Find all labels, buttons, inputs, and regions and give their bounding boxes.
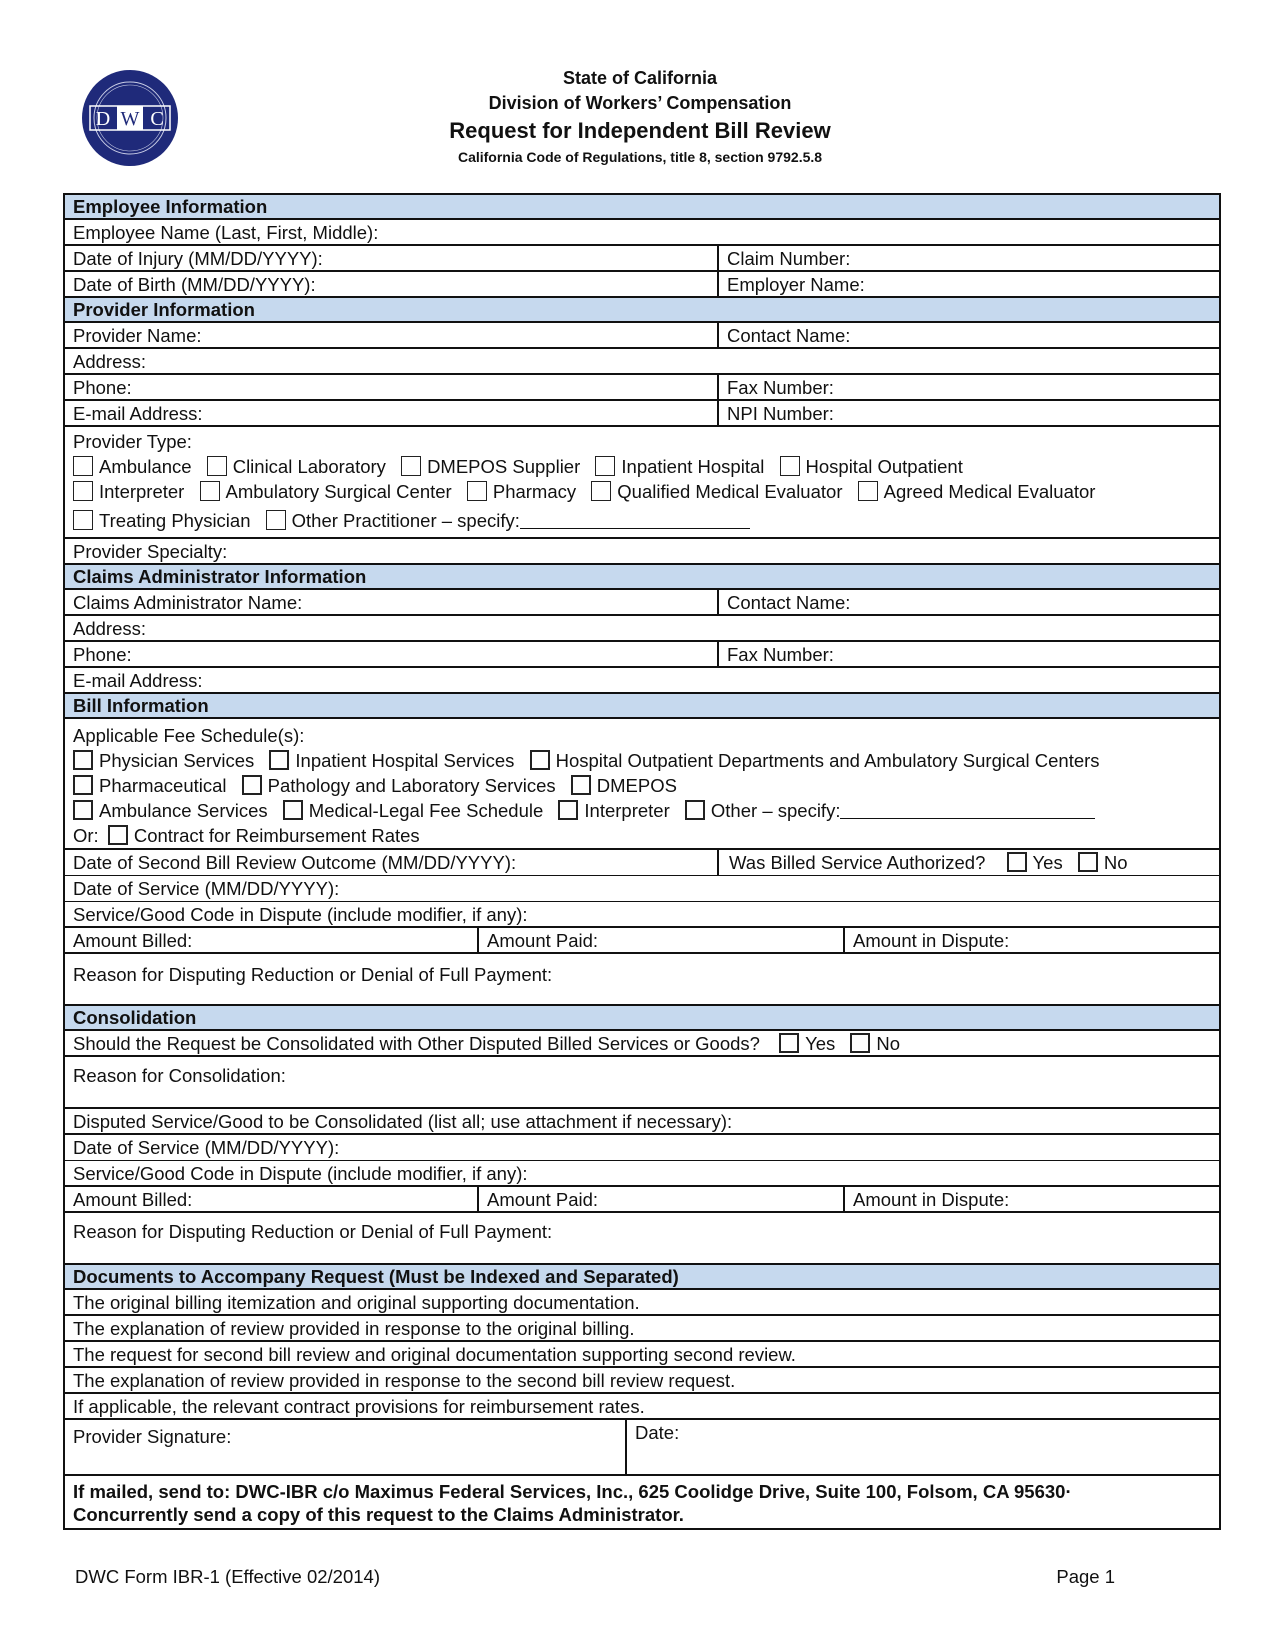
fee-other-specify-input[interactable]	[840, 818, 1095, 819]
provider-signature-field[interactable]: Provider Signature:	[73, 1426, 232, 1447]
checkbox[interactable]	[73, 800, 93, 820]
npi-number-field[interactable]: NPI Number:	[717, 401, 1219, 425]
document-item	[65, 1290, 1219, 1316]
document-item-text: The original billing itemization and original supporting documentation.	[73, 1292, 640, 1313]
svg-text:C: C	[150, 108, 164, 130]
employer-name-field[interactable]: Employer Name:	[717, 272, 1219, 296]
fee-pharmaceutical[interactable]	[73, 775, 227, 796]
checkbox[interactable]	[779, 1033, 799, 1053]
consolidate-yes[interactable]	[779, 1033, 835, 1054]
consolidation-amount-dispute-field[interactable]: Amount in Dispute:	[843, 1187, 1219, 1211]
fee-schedule-group	[65, 719, 1219, 848]
option-label: Contract for Reimbursement Rates	[133, 825, 420, 846]
option-label: DMEPOS	[596, 775, 677, 796]
checkbox[interactable]	[685, 800, 705, 820]
authorized-question: Was Billed Service Authorized?	[729, 852, 986, 873]
employee-name-field[interactable]: Employee Name (Last, First, Middle):	[73, 222, 379, 243]
provider-type-ambulance[interactable]	[73, 456, 192, 477]
claim-number-field[interactable]: Claim Number:	[717, 246, 1219, 270]
second-review-row	[65, 850, 1219, 876]
provider-type-hospital-outpatient[interactable]	[780, 456, 963, 477]
bill-amount-billed-field[interactable]: Amount Billed:	[73, 930, 193, 951]
consolidation-question: Should the Request be Consolidated with Other Disputed Billed Services or Goods?	[73, 1033, 760, 1054]
claims-admin-name-field[interactable]: Claims Administrator Name:	[73, 592, 303, 613]
consolidation-code-row	[65, 1161, 1219, 1187]
page-number: Page 1	[1056, 1566, 1115, 1587]
provider-phone-row	[65, 375, 1219, 401]
option-label: Clinical Laboratory	[232, 456, 386, 477]
checkbox[interactable]	[558, 800, 578, 820]
checkbox[interactable]	[530, 750, 550, 770]
checkbox[interactable]	[108, 825, 128, 845]
fee-schedule-label: Applicable Fee Schedule(s):	[73, 725, 305, 746]
consolidation-question-row	[65, 1031, 1219, 1057]
claims-admin-address-field[interactable]: Address:	[73, 618, 147, 639]
provider-email-field[interactable]: E-mail Address:	[73, 403, 203, 424]
option-label: Agreed Medical Evaluator	[883, 481, 1096, 502]
consolidation-question-group	[65, 1031, 1219, 1055]
document-item-text: The request for second bill review and original documentation supporting second review.	[73, 1344, 796, 1365]
fee-dmepos[interactable]	[571, 775, 677, 796]
date-of-injury-field[interactable]: Date of Injury (MM/DD/YYYY):	[73, 248, 323, 269]
provider-specialty-row	[65, 539, 1219, 565]
option-label: Yes	[1032, 852, 1063, 873]
provider-type-label: Provider Type:	[73, 431, 192, 452]
date-of-birth-field[interactable]: Date of Birth (MM/DD/YYYY):	[73, 274, 316, 295]
checkbox[interactable]	[242, 775, 262, 795]
option-label: Ambulatory Surgical Center	[225, 481, 452, 502]
provider-type-inpatient-hospital[interactable]	[595, 456, 764, 477]
or-label: Or:	[73, 825, 99, 846]
division-name: Division of Workers’ Compensation	[488, 93, 792, 113]
second-review-date-field[interactable]: Date of Second Bill Review Outcome (MM/DD/YYYY):	[73, 852, 517, 873]
claims-admin-phone-row	[65, 642, 1219, 668]
option-label: Hospital Outpatient Departments and Ambulatory Surgical Centers	[555, 750, 1100, 771]
option-label: DMEPOS Supplier	[427, 456, 581, 477]
option-label: Hospital Outpatient	[805, 456, 963, 477]
bill-reason-row	[65, 954, 1219, 1006]
authorized-no[interactable]	[1078, 852, 1128, 873]
provider-type-ambulatory-surgical-center[interactable]	[200, 481, 452, 502]
provider-fax-field[interactable]: Fax Number:	[717, 375, 1219, 399]
checkbox[interactable]	[73, 456, 93, 476]
bill-service-code-field[interactable]: Service/Good Code in Dispute (include modifier, if any):	[73, 904, 528, 925]
form-id: DWC Form IBR-1 (Effective 02/2014)	[75, 1566, 380, 1587]
provider-type-qme[interactable]	[591, 481, 842, 502]
provider-type-interpreter[interactable]	[73, 481, 184, 502]
checkbox[interactable]	[1078, 852, 1098, 872]
fee-hospital-outpatient-asc[interactable]	[530, 750, 1100, 771]
fee-other[interactable]	[685, 800, 1096, 821]
option-label: Treating Physician	[99, 510, 251, 531]
document-item	[65, 1368, 1219, 1394]
checkbox[interactable]	[73, 750, 93, 770]
form-title: Request for Independent Bill Review	[449, 118, 831, 143]
svg-text:W: W	[120, 108, 140, 130]
bill-amount-paid-field[interactable]: Amount Paid:	[477, 928, 843, 952]
checkbox[interactable]	[283, 800, 303, 820]
consolidated-items-field[interactable]: Disputed Service/Good to be Consolidated (list all; use attachment if necessary):	[73, 1111, 733, 1132]
bill-dos-row	[65, 876, 1219, 902]
option-label: Medical-Legal Fee Schedule	[308, 800, 544, 821]
option-label: No	[1103, 852, 1128, 873]
provider-type-other[interactable]	[266, 510, 750, 531]
state-name: State of California	[562, 68, 718, 88]
checkbox[interactable]	[269, 750, 289, 770]
provider-type-ame[interactable]	[858, 481, 1096, 502]
option-label: Inpatient Hospital	[621, 456, 765, 477]
other-practitioner-specify-input[interactable]	[520, 528, 750, 529]
bill-amount-dispute-field[interactable]: Amount in Dispute:	[843, 928, 1219, 952]
fee-ambulance-services[interactable]	[73, 800, 268, 821]
provider-contact-name-field[interactable]: Contact Name:	[717, 323, 1219, 347]
mailing-instructions-row	[65, 1476, 1219, 1528]
option-label: Yes	[805, 1033, 836, 1054]
birth-employer-row	[65, 272, 1219, 298]
option-label: Pharmaceutical	[99, 775, 227, 796]
fee-inpatient-hospital[interactable]	[269, 750, 514, 771]
claims-admin-email-row	[65, 668, 1219, 694]
checkbox[interactable]	[401, 456, 421, 476]
fee-schedule-row	[65, 719, 1219, 850]
provider-name-row	[65, 323, 1219, 349]
consolidation-reason-dispute-field[interactable]: Reason for Disputing Reduction or Denial of Full Payment:	[73, 1221, 553, 1242]
checkbox[interactable]	[73, 510, 93, 530]
regulation-citation: California Code of Regulations, title 8, section 9792.5.8	[457, 149, 823, 165]
option-label: No	[876, 1033, 901, 1054]
checkbox[interactable]	[73, 775, 93, 795]
claims-admin-fax-field[interactable]: Fax Number:	[717, 642, 1219, 666]
provider-address-field[interactable]: Address:	[73, 351, 147, 372]
provider-name-field[interactable]: Provider Name:	[73, 325, 202, 346]
option-label: Qualified Medical Evaluator	[617, 481, 843, 502]
page-footer	[75, 1566, 1115, 1588]
option-label: Pathology and Laboratory Services	[267, 775, 556, 796]
checkbox[interactable]	[571, 775, 591, 795]
signature-row	[65, 1420, 1219, 1476]
claims-admin-contact-field[interactable]: Contact Name:	[717, 590, 1219, 614]
fee-medical-legal[interactable]	[283, 800, 543, 821]
section-documents: Documents to Accompany Request (Must be Indexed and Separated)	[65, 1265, 1219, 1290]
bill-reason-field[interactable]: Reason for Disputing Reduction or Denial of Full Payment:	[73, 964, 553, 985]
injury-claim-row	[65, 246, 1219, 272]
authorized-yes[interactable]	[1007, 852, 1063, 873]
signature-date-field[interactable]: Date:	[625, 1420, 1219, 1474]
consolidation-date-of-service-field[interactable]: Date of Service (MM/DD/YYYY):	[73, 1137, 340, 1158]
ibr-form	[63, 193, 1221, 1530]
consolidation-amount-billed-field[interactable]: Amount Billed:	[73, 1189, 193, 1210]
consolidation-reason-row	[65, 1057, 1219, 1109]
document-item	[65, 1316, 1219, 1342]
provider-type-group	[65, 427, 1219, 537]
section-consolidation: Consolidation	[65, 1006, 1219, 1031]
document-item-text: If applicable, the relevant contract provisions for reimbursement rates.	[73, 1396, 645, 1417]
checkbox[interactable]	[591, 481, 611, 501]
option-label: Inpatient Hospital Services	[295, 750, 515, 771]
checkbox[interactable]	[780, 456, 800, 476]
checkbox[interactable]	[467, 481, 487, 501]
bill-amounts-row	[65, 928, 1219, 954]
claims-admin-name-row	[65, 590, 1219, 616]
option-label: Other Practitioner – specify:	[291, 510, 520, 531]
option-label: Ambulance	[99, 456, 192, 477]
provider-phone-field[interactable]: Phone:	[73, 377, 132, 398]
consolidated-items-row	[65, 1109, 1219, 1135]
consolidation-dos-row	[65, 1135, 1219, 1161]
mailing-instructions	[65, 1476, 1080, 1528]
fee-contract-reimbursement[interactable]	[104, 825, 420, 846]
checkbox[interactable]	[207, 456, 227, 476]
document-item-text: The explanation of review provided in response to the second bill review request.	[73, 1370, 736, 1391]
document-item-text: The explanation of review provided in response to the original billing.	[73, 1318, 635, 1339]
document-item	[65, 1394, 1219, 1420]
claims-admin-phone-field[interactable]: Phone:	[73, 644, 132, 665]
employee-name-row	[65, 220, 1219, 246]
document-item	[65, 1342, 1219, 1368]
consolidation-amounts-row	[65, 1187, 1219, 1213]
option-label: Other – specify:	[710, 800, 841, 821]
provider-address-row	[65, 349, 1219, 375]
svg-text:D: D	[95, 108, 111, 130]
provider-specialty-field[interactable]: Provider Specialty:	[73, 541, 228, 562]
option-label: Interpreter	[584, 800, 670, 821]
section-employee-information: Employee Information	[65, 195, 1219, 220]
claims-admin-email-field[interactable]: E-mail Address:	[73, 670, 203, 691]
option-label: Ambulance Services	[99, 800, 268, 821]
mailing-address: If mailed, send to: DWC-IBR c/o Maximus Federal Services, Inc., 625 Coolidge Drive, Suite 100, Folsom, CA 95630·	[73, 1481, 1072, 1502]
fee-physician-services[interactable]	[73, 750, 254, 771]
bill-code-row	[65, 902, 1219, 928]
billed-service-authorized-group	[717, 850, 1219, 875]
option-label: Physician Services	[99, 750, 255, 771]
dwc-seal-icon	[80, 68, 180, 168]
fee-interpreter[interactable]	[558, 800, 669, 821]
provider-type-pharmacy[interactable]	[467, 481, 576, 502]
dwc-logo	[80, 68, 180, 168]
provider-type-dmepos-supplier[interactable]	[401, 456, 580, 477]
section-bill-information: Bill Information	[65, 694, 1219, 719]
fee-pathology-laboratory[interactable]	[242, 775, 556, 796]
section-provider-information: Provider Information	[65, 298, 1219, 323]
bill-date-of-service-field[interactable]: Date of Service (MM/DD/YYYY):	[73, 878, 340, 899]
consolidation-reason-dispute-row	[65, 1213, 1219, 1265]
checkbox[interactable]	[266, 510, 286, 530]
provider-type-treating-physician[interactable]	[73, 510, 251, 531]
document-header	[380, 66, 900, 168]
consolidation-reason-field[interactable]: Reason for Consolidation:	[73, 1065, 286, 1086]
checkbox[interactable]	[73, 481, 93, 501]
consolidation-amount-paid-field[interactable]: Amount Paid:	[477, 1187, 843, 1211]
checkbox[interactable]	[1007, 852, 1027, 872]
checkbox[interactable]	[200, 481, 220, 501]
provider-type-clinical-laboratory[interactable]	[207, 456, 386, 477]
checkbox[interactable]	[858, 481, 878, 501]
checkbox[interactable]	[595, 456, 615, 476]
copy-instruction: Concurrently send a copy of this request to the Claims Administrator.	[73, 1504, 684, 1525]
consolidate-no[interactable]	[850, 1033, 900, 1054]
claims-admin-address-row	[65, 616, 1219, 642]
option-label: Interpreter	[99, 481, 185, 502]
checkbox[interactable]	[850, 1033, 870, 1053]
option-label: Pharmacy	[492, 481, 577, 502]
section-claims-administrator: Claims Administrator Information	[65, 565, 1219, 590]
provider-type-row	[65, 427, 1219, 539]
provider-email-row	[65, 401, 1219, 427]
consolidation-service-code-field[interactable]: Service/Good Code in Dispute (include modifier, if any):	[73, 1163, 528, 1184]
